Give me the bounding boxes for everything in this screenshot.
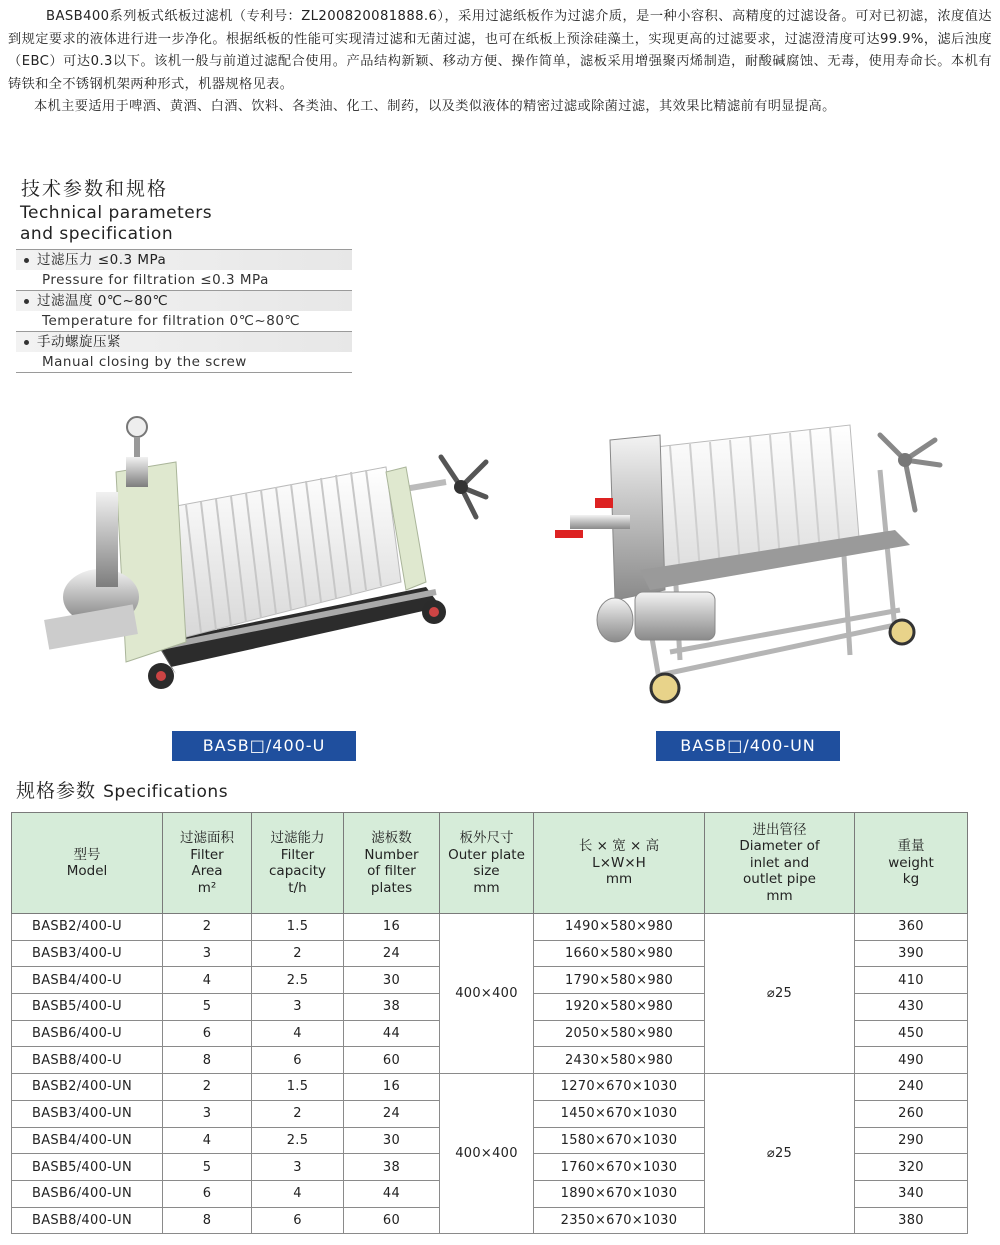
cell-plates: 38 bbox=[344, 1154, 440, 1181]
header-plates: 滤板数 Number of filter plates bbox=[344, 813, 440, 914]
cell-dims: 2430×580×980 bbox=[534, 1047, 705, 1074]
bullet-icon bbox=[24, 340, 29, 345]
cell-weight: 320 bbox=[855, 1154, 968, 1181]
cell-dims: 2350×670×1030 bbox=[534, 1207, 705, 1234]
cell-area: 3 bbox=[163, 1100, 252, 1127]
cell-model: BASB2/400-UN bbox=[12, 1074, 163, 1101]
cell-pipe: ⌀25 bbox=[705, 1074, 855, 1234]
cell-model: BASB4/400-U bbox=[12, 967, 163, 994]
tech-title-cn: 技术参数和规格 bbox=[21, 178, 169, 200]
cell-dims: 1890×670×1030 bbox=[534, 1180, 705, 1207]
spec-header-row bbox=[12, 813, 968, 914]
cell-dims: 2050×580×980 bbox=[534, 1020, 705, 1047]
cell-capacity: 1.5 bbox=[252, 1074, 344, 1101]
cell-area: 6 bbox=[163, 1180, 252, 1207]
cell-area: 4 bbox=[163, 1127, 252, 1154]
product-photo-un bbox=[550, 420, 950, 710]
cell-model: BASB2/400-U bbox=[12, 914, 163, 941]
tech-title-en bbox=[20, 203, 212, 245]
header-plate-size: 板外尺寸 Outer plate size mm bbox=[440, 813, 534, 914]
header-pipe: 进出管径 Diameter of inlet and outlet pipe mm bbox=[705, 813, 855, 914]
cell-plates: 16 bbox=[344, 914, 440, 941]
model-label-un: BASB□/400-UN bbox=[656, 731, 840, 761]
cell-model: BASB6/400-UN bbox=[12, 1180, 163, 1207]
param-closing bbox=[16, 331, 352, 372]
header-weight: 重量 weight kg bbox=[855, 813, 968, 914]
cell-area: 8 bbox=[163, 1207, 252, 1234]
cell-area: 5 bbox=[163, 1154, 252, 1181]
spec-title bbox=[16, 776, 228, 803]
cell-capacity: 2 bbox=[252, 940, 344, 967]
cell-dims: 1490×580×980 bbox=[534, 914, 705, 941]
cell-model: BASB6/400-U bbox=[12, 1020, 163, 1047]
param-pressure-cn: 过滤压力 ≤0.3 MPa bbox=[37, 252, 167, 268]
model-label-u: BASB□/400-U bbox=[172, 731, 356, 761]
cell-plates: 60 bbox=[344, 1047, 440, 1074]
cell-weight: 360 bbox=[855, 914, 968, 941]
spec-table bbox=[11, 812, 968, 1234]
cell-model: BASB8/400-U bbox=[12, 1047, 163, 1074]
cell-plate-size: 400×400 bbox=[440, 914, 534, 1074]
cell-area: 8 bbox=[163, 1047, 252, 1074]
header-capacity: 过滤能力 Filter capacity t/h bbox=[252, 813, 344, 914]
cell-weight: 410 bbox=[855, 967, 968, 994]
cell-area: 5 bbox=[163, 994, 252, 1021]
cell-plates: 30 bbox=[344, 967, 440, 994]
product-photo-u bbox=[6, 412, 496, 702]
cell-model: BASB4/400-UN bbox=[12, 1127, 163, 1154]
cell-dims: 1450×670×1030 bbox=[534, 1100, 705, 1127]
cell-dims: 1790×580×980 bbox=[534, 967, 705, 994]
cell-plates: 30 bbox=[344, 1127, 440, 1154]
cell-capacity: 2 bbox=[252, 1100, 344, 1127]
param-temperature bbox=[16, 290, 352, 331]
cell-weight: 450 bbox=[855, 1020, 968, 1047]
cell-plates: 44 bbox=[344, 1020, 440, 1047]
cell-weight: 290 bbox=[855, 1127, 968, 1154]
cell-model: BASB8/400-UN bbox=[12, 1207, 163, 1234]
cell-capacity: 6 bbox=[252, 1047, 344, 1074]
header-area: 过滤面积 Filter Area m² bbox=[163, 813, 252, 914]
cell-plate-size: 400×400 bbox=[440, 1074, 534, 1234]
cell-weight: 340 bbox=[855, 1180, 968, 1207]
cell-dims: 1580×670×1030 bbox=[534, 1127, 705, 1154]
cell-plates: 24 bbox=[344, 1100, 440, 1127]
cell-weight: 380 bbox=[855, 1207, 968, 1234]
cell-capacity: 3 bbox=[252, 1154, 344, 1181]
cell-capacity: 3 bbox=[252, 994, 344, 1021]
cell-plates: 16 bbox=[344, 1074, 440, 1101]
cell-area: 4 bbox=[163, 967, 252, 994]
cell-model: BASB3/400-U bbox=[12, 940, 163, 967]
cell-area: 2 bbox=[163, 914, 252, 941]
cell-plates: 24 bbox=[344, 940, 440, 967]
cell-dims: 1920×580×980 bbox=[534, 994, 705, 1021]
header-model: 型号 Model bbox=[12, 813, 163, 914]
param-pressure bbox=[16, 249, 352, 290]
cell-area: 6 bbox=[163, 1020, 252, 1047]
spec-title-cn: 规格参数 bbox=[16, 780, 97, 802]
tech-title-en-line1: Technical parameters bbox=[20, 203, 213, 223]
cell-plates: 44 bbox=[344, 1180, 440, 1207]
table-row bbox=[12, 914, 968, 941]
param-temperature-cn: 过滤温度 0℃~80℃ bbox=[37, 293, 169, 309]
cell-area: 3 bbox=[163, 940, 252, 967]
tech-params-list bbox=[16, 249, 352, 373]
cell-capacity: 2.5 bbox=[252, 1127, 344, 1154]
intro-text bbox=[8, 6, 992, 119]
header-dimensions: 长 × 宽 × 高 L×W×H mm bbox=[534, 813, 705, 914]
cell-weight: 240 bbox=[855, 1074, 968, 1101]
cell-capacity: 6 bbox=[252, 1207, 344, 1234]
intro-paragraph-2: 本机主要适用于啤酒、黄酒、白酒、饮料、各类油、化工、制药，以及类似液体的精密过滤或除菌过滤，其效果比精滤前有明显提高。 bbox=[34, 99, 836, 114]
cell-weight: 260 bbox=[855, 1100, 968, 1127]
cell-dims: 1760×670×1030 bbox=[534, 1154, 705, 1181]
cell-dims: 1660×580×980 bbox=[534, 940, 705, 967]
cell-weight: 430 bbox=[855, 994, 968, 1021]
cell-dims: 1270×670×1030 bbox=[534, 1074, 705, 1101]
cell-area: 2 bbox=[163, 1074, 252, 1101]
cell-model: BASB5/400-U bbox=[12, 994, 163, 1021]
cell-weight: 490 bbox=[855, 1047, 968, 1074]
cell-plates: 60 bbox=[344, 1207, 440, 1234]
cell-model: BASB3/400-UN bbox=[12, 1100, 163, 1127]
tech-title-en-line2: and specification bbox=[20, 224, 174, 244]
param-closing-cn: 手动螺旋压紧 bbox=[37, 334, 121, 350]
bullet-icon bbox=[24, 299, 29, 304]
bullet-icon bbox=[24, 258, 29, 263]
intro-paragraph-1: BASB400系列板式纸板过滤机（专利号：ZL200820081888.6），采用过滤纸板作为过滤介质，是一种小容积、高精度的过滤设备。可对已初滤，浓度值达到规定要求的液体进行进一步净化。根据纸板的性能可实现清过滤和无菌过滤，也可在纸板上预涂硅藻土，实现更高的过滤要求，过滤澄清度可达99.9%，滤后浊度（EBC）可达0.3以下。该机一般与前道过滤配合使用。产品结构新颖、移动方便、操作简单，滤板采用增强聚丙烯制造，耐酸碱腐蚀、无毒，使用寿命长。本机有铸铁和全不锈钢机架两种形式，机器规格见表。 bbox=[8, 9, 992, 92]
cell-capacity: 4 bbox=[252, 1020, 344, 1047]
cell-capacity: 4 bbox=[252, 1180, 344, 1207]
cell-capacity: 1.5 bbox=[252, 914, 344, 941]
cell-capacity: 2.5 bbox=[252, 967, 344, 994]
cell-plates: 38 bbox=[344, 994, 440, 1021]
param-temperature-en: Temperature for filtration 0℃~80℃ bbox=[42, 313, 301, 329]
cell-model: BASB5/400-UN bbox=[12, 1154, 163, 1181]
cell-pipe: ⌀25 bbox=[705, 914, 855, 1074]
table-row bbox=[12, 1074, 968, 1101]
param-pressure-en: Pressure for filtration ≤0.3 MPa bbox=[42, 272, 269, 288]
param-closing-en: Manual closing by the screw bbox=[42, 354, 247, 370]
spec-title-en: Specifications bbox=[103, 782, 229, 802]
cell-weight: 390 bbox=[855, 940, 968, 967]
